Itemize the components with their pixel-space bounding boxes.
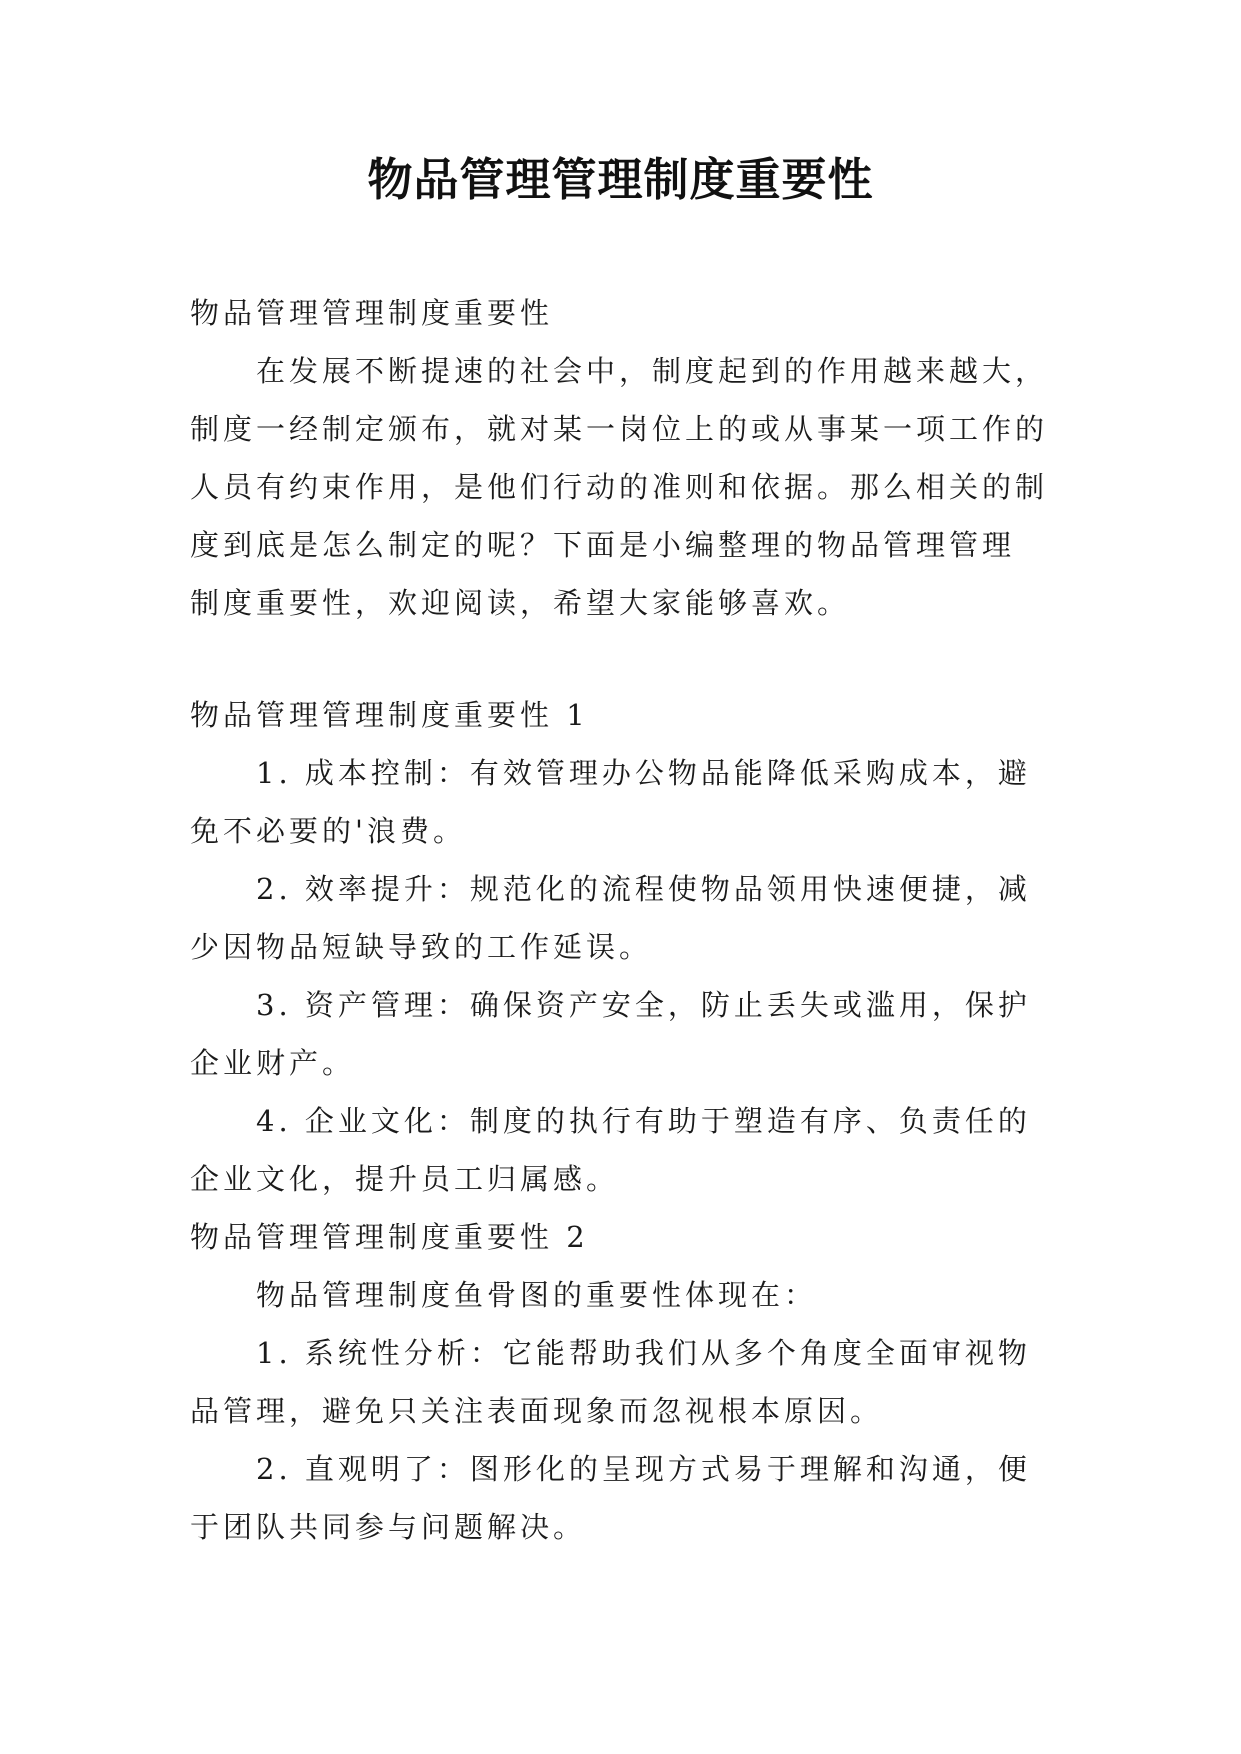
list-item-line: 4. 企业文化：制度的执行有助于塑造有序、负责任的 bbox=[256, 1104, 1031, 1138]
section-2 bbox=[190, 1208, 1070, 1556]
intro-line: 制度一经制定颁布，就对某一岗位上的或从事某一项工作的 bbox=[190, 412, 1049, 446]
list-item bbox=[190, 1092, 1070, 1208]
list-item bbox=[190, 976, 1070, 1092]
intro-line: 在发展不断提速的社会中，制度起到的作用越来越大， bbox=[256, 354, 1049, 388]
list-item-line: 企业文化，提升员工归属感。 bbox=[190, 1162, 620, 1196]
intro-paragraph bbox=[190, 342, 1070, 632]
list-item-line: 企业财产。 bbox=[190, 1046, 356, 1080]
list-item bbox=[190, 744, 1070, 860]
section-1 bbox=[190, 686, 1070, 1208]
section-1-heading: 物品管理管理制度重要性 1 bbox=[190, 698, 589, 732]
list-item-line: 品管理，避免只关注表面现象而忽视根本原因。 bbox=[190, 1394, 884, 1428]
document-title: 物品管理管理制度重要性 bbox=[367, 153, 874, 206]
intro-line: 人员有约束作用，是他们行动的准则和依据。那么相关的制 bbox=[190, 470, 1049, 504]
list-item-line: 免不必要的'浪费。 bbox=[190, 814, 466, 848]
list-item-line: 2. 直观明了：图形化的呈现方式易于理解和沟通，便 bbox=[256, 1452, 1031, 1486]
list-item-line: 少因物品短缺导致的工作延误。 bbox=[190, 930, 653, 964]
list-item bbox=[190, 1324, 1070, 1440]
list-item-line: 3. 资产管理：确保资产安全，防止丢失或滥用，保护 bbox=[256, 988, 1031, 1022]
list-item-line: 1. 系统性分析：它能帮助我们从多个角度全面审视物 bbox=[256, 1336, 1031, 1370]
list-item-line: 1. 成本控制：有效管理办公物品能降低采购成本，避 bbox=[256, 756, 1031, 790]
list-item-line: 2. 效率提升：规范化的流程使物品领用快速便捷，减 bbox=[256, 872, 1031, 906]
section-2-heading: 物品管理管理制度重要性 2 bbox=[190, 1220, 589, 1254]
document-body bbox=[190, 284, 1070, 1556]
intro-line: 制度重要性，欢迎阅读，希望大家能够喜欢。 bbox=[190, 586, 851, 620]
document-subtitle: 物品管理管理制度重要性 bbox=[190, 296, 554, 330]
list-item bbox=[190, 860, 1070, 976]
list-item bbox=[190, 1440, 1070, 1556]
list-item-line: 于团队共同参与问题解决。 bbox=[190, 1510, 587, 1544]
intro-line: 度到底是怎么制定的呢？下面是小编整理的物品管理管理 bbox=[190, 528, 1016, 562]
section-2-lead: 物品管理制度鱼骨图的重要性体现在： bbox=[256, 1278, 818, 1312]
